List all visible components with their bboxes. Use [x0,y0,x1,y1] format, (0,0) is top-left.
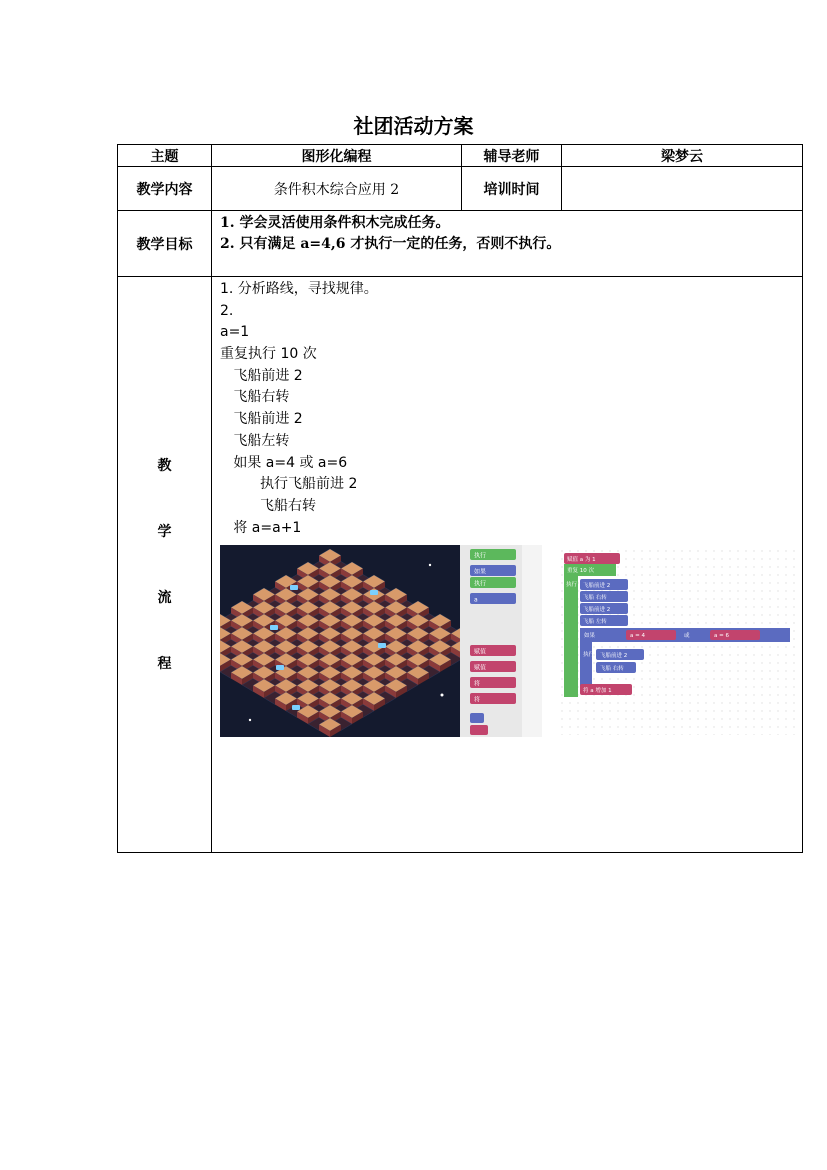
svg-text:将 a 增加 1: 将 a 增加 1 [583,688,612,695]
topic-value: 图形化编程 [212,145,462,167]
flow-label-char: 教 [157,457,172,474]
time-label: 培训时间 [462,167,562,211]
svg-text:将: 将 [474,696,481,704]
code-workspace-image [560,549,796,735]
goals-label: 教学目标 [118,211,212,277]
svg-text:飞船前进 2: 飞船前进 2 [583,583,611,590]
flow-line: 2. [220,302,234,319]
flow-cell [212,277,803,853]
svg-text:a: a [474,596,478,604]
svg-text:执行: 执行 [474,552,487,560]
svg-text:飞船前进 2: 飞船前进 2 [583,607,611,614]
flow-line: 飞船右转 [220,497,317,514]
svg-text:执行: 执行 [474,580,487,588]
plan-table [117,144,803,853]
svg-text:重复 10 次: 重复 10 次 [567,568,594,575]
flow-line: 将 a=a+1 [220,519,302,536]
goal-item: 1. 学会灵活使用条件积木完成任务。 [220,215,450,231]
flow-label-char: 流 [157,589,172,606]
flow-line: 1. 分析路线，寻找规律。 [220,281,378,297]
flow-line: 飞船右转 [220,389,290,406]
flow-label-char: 学 [157,523,172,540]
topic-label: 主题 [118,145,212,167]
svg-text:如果: 如果 [474,568,487,576]
svg-text:如果: 如果 [584,633,596,640]
teacher-label: 辅导老师 [462,145,562,167]
flow-line: 重复执行 10 次 [220,346,317,363]
goals-cell [212,211,803,277]
svg-text:赋值: 赋值 [474,664,487,672]
page-title: 社团活动方案 [353,114,474,138]
goal-item: 2. 只有满足 a=4,6 才执行一定的任务，否则不执行。 [220,236,561,252]
flow-line: 如果 a=4 或 a=6 [220,454,348,471]
screenshot-images [220,545,800,745]
block-palette-image [460,545,542,737]
content-value: 条件积木综合应用 2 [212,167,462,211]
flow-line: 飞船左转 [220,432,290,449]
game-scene-image [220,545,460,737]
flow-line: 执行飞船前进 2 [220,476,358,493]
flow-line: 飞船前进 2 [220,411,303,428]
svg-text:飞船前进 2: 飞船前进 2 [600,653,628,660]
svg-text:赋值 a 为 1: 赋值 a 为 1 [567,557,596,564]
teacher-value: 梁梦云 [562,145,803,167]
svg-text:a = 6: a = 6 [714,633,729,640]
svg-text:执行: 执行 [583,652,595,659]
svg-text:飞船 右转: 飞船 右转 [583,595,607,602]
svg-text:a = 4: a = 4 [630,633,645,640]
flow-line: 飞船前进 2 [220,367,303,384]
svg-text:飞船 右转: 飞船 右转 [600,666,624,673]
svg-text:飞船 左转: 飞船 左转 [583,619,607,626]
svg-text:或: 或 [684,633,690,640]
svg-text:赋值: 赋值 [474,648,487,656]
svg-text:将: 将 [474,680,481,688]
content-label: 教学内容 [118,167,212,211]
time-value [562,167,803,211]
svg-text:执行: 执行 [566,582,578,589]
flow-line: a=1 [220,324,250,341]
flow-label-char: 程 [157,655,172,672]
flow-label [118,277,212,853]
